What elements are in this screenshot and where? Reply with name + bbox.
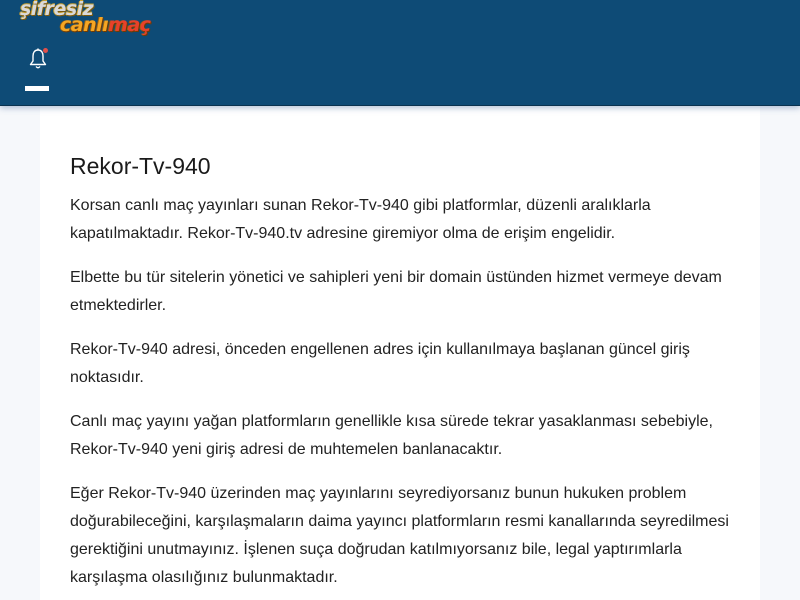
logo-text-line2 xyxy=(60,14,151,36)
article-paragraph: Eğer Rekor-Tv-940 üzerinden maç yayınlarını seyrediyorsanız bunun hukuken problem doğurabileceğini, karşılaşmaların daima yayıncı platformların resmi kanallarında seyredilmesi gerektiğini unutmayınız. İşlenen suça doğrudan katılmıyorsanız bile, legal yaptırımlarla karşılaşma olasılığınız bulunmaktadır. xyxy=(70,485,729,586)
logo-text-line1: şifresiz xyxy=(20,0,94,20)
article-card xyxy=(40,106,760,600)
article-paragraph: Elbette bu tür sitelerin yönetici ve sahipleri yeni bir domain üstünden hizmet vermeye devam etmektedirler. xyxy=(70,269,722,314)
menu-toggle-button[interactable] xyxy=(25,86,49,91)
site-logo[interactable] xyxy=(20,0,165,40)
article-paragraph: Canlı maç yayını yağan platformların genellikle kısa sürede tekrar yasaklanması sebebiyle, Rekor-Tv-940 yeni giriş adresi de muhtemelen banlanacaktır. xyxy=(70,413,713,458)
notification-dot xyxy=(43,48,48,53)
article-title: Rekor-Tv-940 xyxy=(70,153,211,179)
site-header xyxy=(0,0,800,106)
logo-text-canli: canlı xyxy=(60,14,109,36)
article-paragraph: Rekor-Tv-940 adresi, önceden engellenen adres için kullanılmaya başlanan güncel giriş noktasıdır. xyxy=(70,341,690,386)
article-paragraph: Korsan canlı maç yayınları sunan Rekor-Tv-940 gibi platformlar, düzenli aralıklarla kapatılmaktadır. Rekor-Tv-940.tv adresine giremiyor olma de erişim engelidir. xyxy=(70,197,651,242)
logo-text-mac: maç xyxy=(108,14,151,36)
notification-button[interactable] xyxy=(28,48,48,72)
